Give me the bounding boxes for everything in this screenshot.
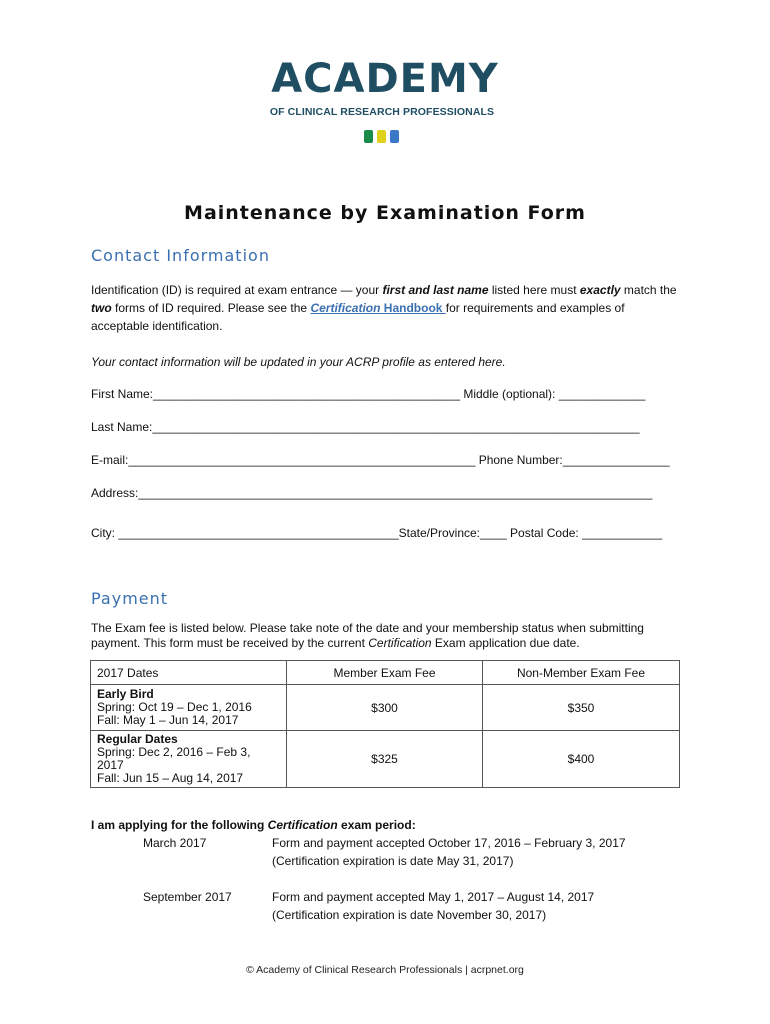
fee-table-header	[91, 661, 680, 685]
footer-copyright: © Academy of Clinical Research Professionals | acrpnet.org	[246, 964, 524, 976]
period-march-line1: Form and payment accepted October 17, 2016 – February 3, 2017	[272, 836, 626, 850]
payment-heading: Payment	[91, 589, 169, 608]
first-name-field[interactable]: First Name:______________________________________________ Middle (optional): _____________	[91, 387, 646, 401]
logo-square-yellow	[377, 130, 386, 143]
member-fee: $325	[287, 731, 483, 788]
payment-paragraph: The Exam fee is listed below. Please take note of the date and your membership status when submitting payment. This form must be received by the current Certification Exam application due date.	[91, 621, 644, 650]
period-march-line2: (Certification expiration is date May 31, 2017)	[272, 854, 514, 868]
period-september-line1: Form and payment accepted May 1, 2017 – August 14, 2017	[272, 890, 595, 904]
table-row	[91, 731, 680, 788]
logo-wordmark: ACADEMY	[271, 56, 499, 102]
table-row	[91, 685, 680, 731]
row-dates: Regular Dates Spring: Dec 2, 2016 – Feb 3, 2017 Fall: Jun 15 – Aug 14, 2017	[91, 731, 287, 788]
last-name-field[interactable]: Last Name:_________________________________________________________________________	[91, 420, 640, 434]
nonmember-fee: $350	[483, 685, 680, 731]
address-field[interactable]: Address:_____________________________________________________________________________	[91, 486, 653, 500]
logo-subtitle: OF CLINICAL RESEARCH PROFESSIONALS	[269, 106, 495, 118]
city-state-postal-field[interactable]: City: __________________________________________State/Province:____ Postal Code: ____________	[91, 526, 663, 540]
fee-table	[90, 660, 680, 788]
nonmember-fee: $400	[483, 731, 680, 788]
applying-lead: I am applying for the following Certification exam period:	[91, 818, 416, 832]
period-march-label[interactable]: March 2017	[143, 836, 207, 850]
header-member-fee: Member Exam Fee	[287, 661, 483, 685]
logo-square-blue	[390, 130, 399, 143]
page-title: Maintenance by Examination Form	[184, 202, 586, 224]
period-september-label[interactable]: September 2017	[143, 890, 232, 904]
logo-square-green	[364, 130, 373, 143]
row-dates: Early Bird Spring: Oct 19 – Dec 1, 2016 Fall: May 1 – Jun 14, 2017	[91, 685, 287, 731]
email-phone-field[interactable]: E-mail:____________________________________________________ Phone Number:________________	[91, 453, 670, 467]
contact-id-paragraph: Identification (ID) is required at exam entrance — your first and last name listed here must exactly match the two forms of ID required. Please see the Certification Handbook for requirements and examples of acceptable identification.	[91, 283, 677, 333]
contact-heading: Contact Information	[91, 246, 270, 265]
certification-handbook-link[interactable]: Certification Handbook	[310, 301, 446, 315]
header-dates: 2017 Dates	[91, 661, 287, 685]
member-fee: $300	[287, 685, 483, 731]
contact-note: Your contact information will be updated in your ACRP profile as entered here.	[91, 355, 506, 369]
header-nonmember-fee: Non-Member Exam Fee	[483, 661, 680, 685]
period-september-line2: (Certification expiration is date November 30, 2017)	[272, 908, 547, 922]
